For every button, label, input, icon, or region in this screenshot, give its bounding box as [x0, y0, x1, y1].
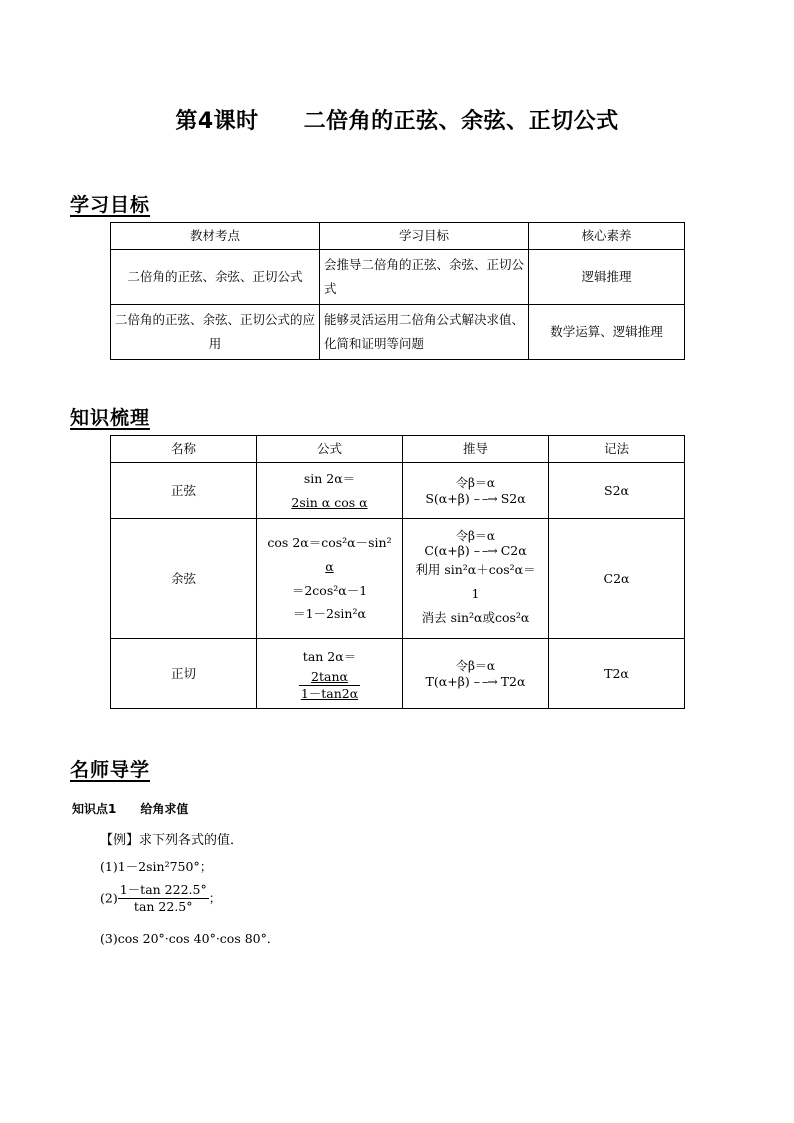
fraction-numerator: 1－tan 222.5°: [118, 882, 209, 899]
derivation-arrow: [426, 658, 526, 688]
formula-line: tan 2α＝: [302, 648, 357, 664]
formula-line: ＝1－2sin²α: [293, 606, 366, 622]
section-knowledge-heading: 知识梳理: [70, 407, 151, 429]
arrow-icon: – –→: [473, 490, 497, 506]
goals-table: [110, 222, 685, 360]
fraction-denominator: tan 22.5°: [133, 899, 193, 915]
derivation-arrow: [425, 475, 525, 505]
table-row: [111, 305, 685, 360]
formula-notation: C2α: [549, 519, 685, 639]
formula-notation: S2α: [549, 463, 685, 519]
knowledge-table-header-row: [111, 436, 685, 463]
knowledge-table: [110, 435, 685, 709]
table-cell: 数学运算、逻辑推理: [529, 305, 685, 360]
fraction-numerator: 2tanα: [299, 669, 360, 686]
question-2: [100, 882, 221, 916]
formula-cell: [257, 463, 403, 519]
section-goals-heading: 学习目标: [70, 194, 151, 216]
formula-line: sin 2α＝: [303, 470, 356, 486]
derivation-cell: [403, 463, 549, 519]
table-cell: 会推导二倍角的正弦、余弦、正切公式: [320, 250, 529, 305]
formula-line: cos 2α＝cos²α－sin²: [267, 535, 392, 550]
formula-cell: [257, 639, 403, 709]
tangent-fraction: [299, 669, 360, 703]
arrow-icon: – –→: [473, 543, 497, 559]
formula-name: 余弦: [111, 519, 257, 639]
knowledge-header-cell: 记法: [549, 436, 685, 463]
table-cell: 能够灵活运用二倍角公式解决求值、化简和证明等问题: [320, 305, 529, 360]
table-cell: 二倍角的正弦、余弦、正切公式: [111, 250, 320, 305]
derivation-condition: 令β＝α: [455, 476, 496, 491]
derivation-arrow: [424, 528, 526, 558]
knowledge-header-cell: 公式: [257, 436, 403, 463]
question-2-suffix: ；: [208, 890, 222, 906]
formula-name: 正切: [111, 639, 257, 709]
knowledge-header-cell: 推导: [403, 436, 549, 463]
derivation-cell: [403, 519, 549, 639]
derivation-extra: 1: [471, 585, 480, 601]
formula-line: α: [325, 558, 334, 574]
derivation-condition: 令β＝α: [455, 528, 496, 543]
example-tag: 【例】: [100, 833, 140, 848]
derivation-from: S(α+β): [425, 490, 470, 506]
derivation-extra: 消去 sin²α或cos²α: [421, 609, 530, 625]
derivation-to: S2α: [500, 490, 526, 506]
table-row: [111, 639, 685, 709]
goals-header-cell: 核心素养: [529, 223, 685, 250]
derivation-condition: 令β＝α: [455, 659, 496, 674]
derivation-extra: 利用 sin²α＋cos²α＝: [415, 562, 536, 578]
formula-line: ＝2cos²α－1: [291, 582, 368, 598]
table-cell: 逻辑推理: [529, 250, 685, 305]
formula-notation: T2α: [549, 639, 685, 709]
question-3: (3)cos 20°·cos 40°·cos 80°．: [100, 931, 280, 946]
derivation-from: C(α+β): [424, 543, 470, 559]
derivation-to: C2α: [500, 543, 527, 559]
question-2-fraction: [118, 882, 209, 916]
table-cell: 二倍角的正弦、余弦、正切公式的应用: [111, 305, 320, 360]
goals-table-header-row: [111, 223, 685, 250]
formula-cell: [257, 519, 403, 639]
table-row: [111, 519, 685, 639]
question-1: (1)1－2sin²750°；: [100, 859, 213, 874]
knowledge-point-title: 知识点1 给角求值: [72, 802, 189, 816]
knowledge-header-cell: 名称: [111, 436, 257, 463]
arrow-icon: – –→: [473, 673, 497, 689]
section-teacher-heading: 名师导学: [70, 759, 151, 781]
example-text: 求下列各式的值．: [139, 833, 244, 848]
question-2-prefix: (2): [100, 890, 118, 906]
fraction-denominator: 1－tan2α: [300, 685, 359, 701]
goals-header-cell: 学习目标: [320, 223, 529, 250]
derivation-from: T(α+β): [425, 673, 470, 689]
table-row: [111, 463, 685, 519]
table-row: [111, 250, 685, 305]
derivation-cell: [403, 639, 549, 709]
goals-header-cell: 教材考点: [111, 223, 320, 250]
example-prompt: [100, 829, 243, 848]
formula-line: 2sin α cos α: [291, 494, 368, 510]
derivation-to: T2α: [500, 673, 526, 689]
formula-name: 正弦: [111, 463, 257, 519]
page-title: 第4课时 二倍角的正弦、余弦、正切公式: [175, 109, 619, 134]
